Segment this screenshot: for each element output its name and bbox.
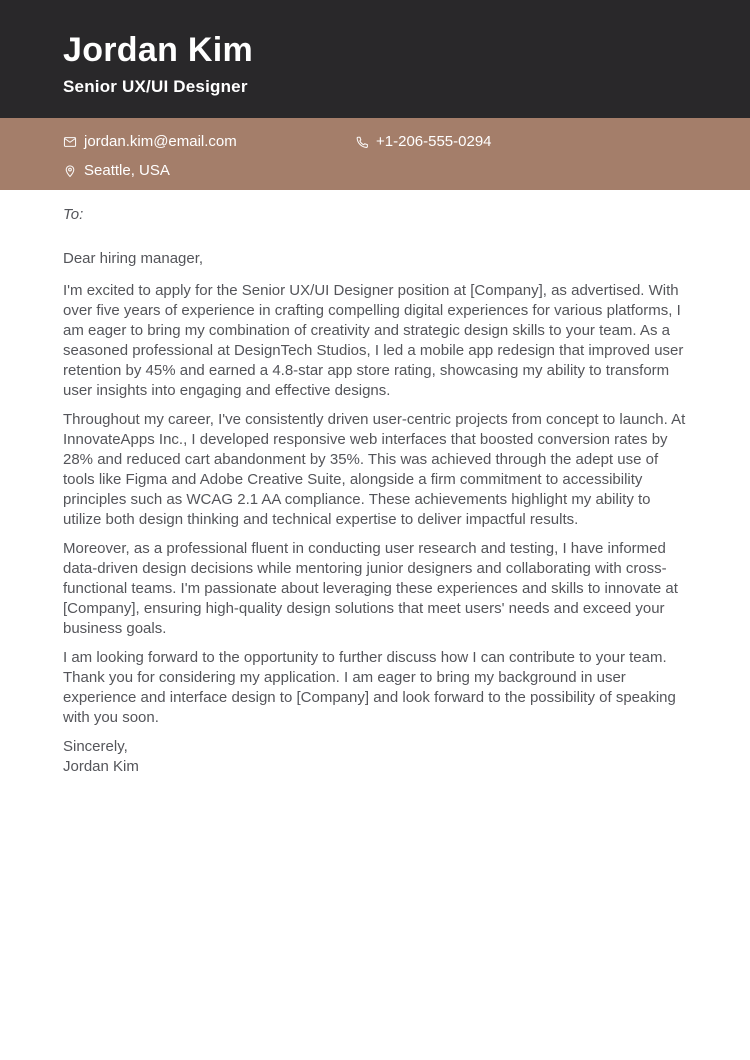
contact-location	[63, 162, 170, 179]
contact-row-1	[63, 129, 687, 154]
contact-bar	[0, 118, 750, 190]
contact-phone-text: +1-206-555-0294	[376, 133, 492, 150]
contact-row-2	[63, 158, 687, 183]
contact-email	[63, 133, 355, 150]
letter-paragraph-3: Moreover, as a professional fluent in conducting user research and testing, I have informed data-driven design decisions while mentoring junior designers and collaborating with cross-functional teams. I'm passionate about leveraging these experiences and skills to innovate at [Company], ensuring high-quality design solutions that meet users' needs and exceed your business goals.	[63, 540, 678, 637]
phone-handset-icon	[355, 135, 369, 149]
contact-location-text: Seattle, USA	[84, 162, 170, 179]
letter-body	[0, 190, 750, 777]
signature-name: Jordan Kim	[63, 758, 139, 775]
location-pin-icon	[63, 164, 77, 178]
header	[0, 0, 750, 118]
closing-text: Sincerely,	[63, 738, 128, 755]
contact-phone	[355, 133, 492, 150]
salutation: Dear hiring manager,	[63, 250, 204, 267]
letter-paragraph-4: I am looking forward to the opportunity to further discuss how I can contribute to your team. Thank you for considering my application. I am eager to bring my background in user experience and interface design to [Company] and look forward to the possibility of speaking with you soon.	[63, 649, 676, 726]
letter-paragraph-2: Throughout my career, I've consistently driven user-centric projects from concept to launch. At InnovateApps Inc., I developed responsive web interfaces that boosted conversion rates by 28% and reduced cart abandonment by 35%. This was achieved through the adept use of tools like Figma and Adobe Creative Suite, alongside a firm commitment to accessibility principles such as WCAG 2.1 AA compliance. These achievements highlight my ability to utilize both design thinking and technical expertise to deliver impactful results.	[63, 411, 686, 528]
to-label: To:	[63, 206, 84, 223]
candidate-name: Jordan Kim	[63, 31, 254, 69]
candidate-job-title: Senior UX/UI Designer	[63, 77, 248, 96]
letter-paragraph-1: I'm excited to apply for the Senior UX/UI Designer position at [Company], as advertised. With over five years of experience in crafting compelling digital experiences for various platforms, I am eager to bring my combination of creativity and strategic design skills to your team. As a seasoned professional at DesignTech Studios, I led a mobile app redesign that improved user retention by 45% and earned a 4.8-star app store rating, showcasing my ability to transform user insights into engaging and effective designs.	[63, 282, 684, 399]
closing-block	[63, 737, 690, 777]
envelope-icon	[63, 135, 77, 149]
contact-email-text: jordan.kim@email.com	[84, 133, 237, 150]
